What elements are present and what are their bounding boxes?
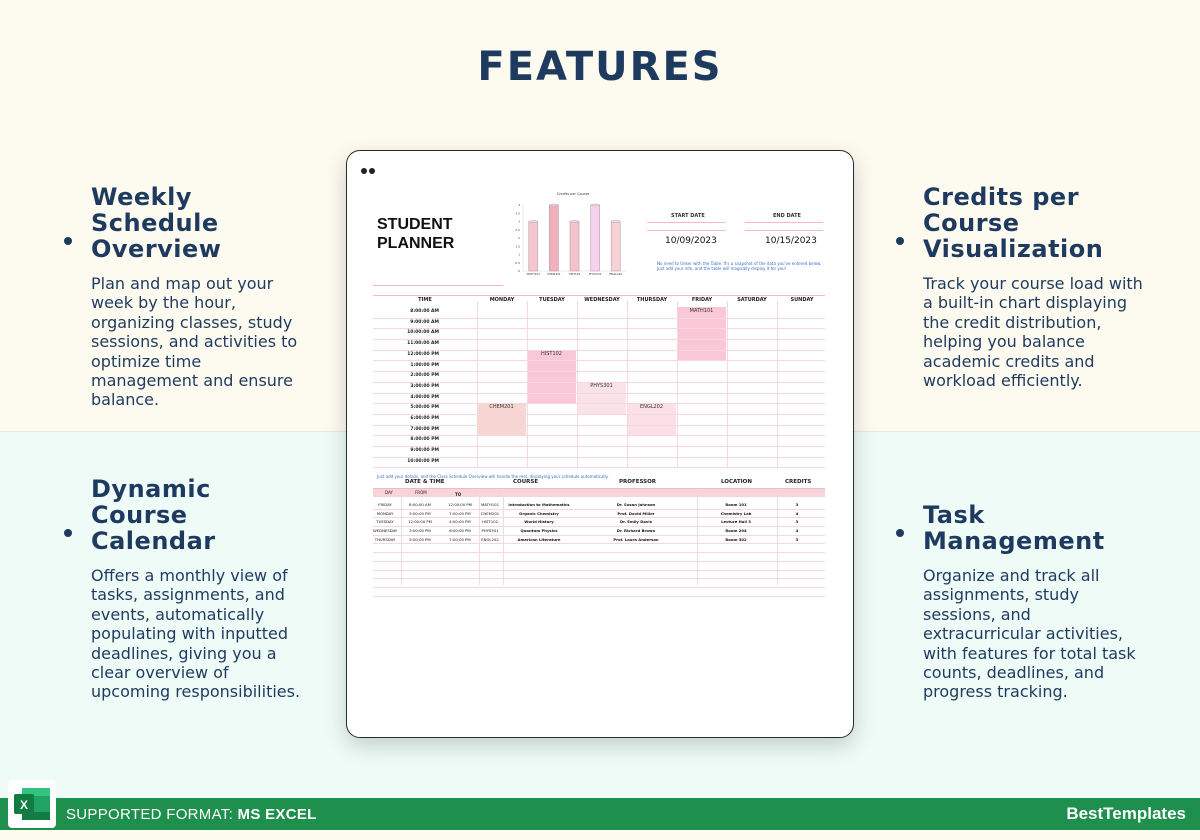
column-divider [477,301,478,468]
class-credits: 4 [795,510,799,516]
end-date-label: END DATE [773,213,801,219]
column-divider [697,489,698,585]
y-tick-label: 2.5 [515,227,520,232]
column-divider [777,301,778,468]
schedule-block-engl202[interactable]: ENGL202 [627,403,676,435]
day-header: FRIDAY [691,297,713,303]
time-label: 10:00:00 PM [407,458,439,464]
bar-ENGL202 [611,222,620,272]
x-tick-label: ENGL202 [609,272,623,276]
divider [745,230,823,231]
feature-description: Plan and map out your week by the hour, organizing classes, study sessions, and activities to optimize time management and ensure balance. [91,274,298,410]
divider [745,222,823,223]
page-title: FEATURES [477,44,723,90]
feature-description: Track your course load with a built-in chart displaying the credit distribution, helping you balance academic credits and workload efficiently. [923,274,1143,391]
y-tick-label: 4 [518,203,520,207]
class-location: Chemistry Lab [720,510,752,516]
class-location: Room 302 [725,536,747,542]
supported-format [66,806,317,823]
feature-title: Weekly Schedule Overview [91,183,222,263]
time-label: 6:00:00 PM [410,416,439,421]
class-code: MATH101 [481,502,499,507]
class-course: Organic Chemistry [519,510,559,516]
chart-title: Credits per Course [556,192,590,196]
title-underline [373,285,503,286]
column-divider [401,489,402,585]
time-label: 1:00:00 PM [410,362,439,368]
feature-credits [923,184,1143,390]
datetime-header: DATE & TIME [405,479,445,485]
class-day: WEDNESDAY [373,528,398,534]
class-from: 3:00:00 PM [409,528,431,534]
time-label: 7:00:00 PM [410,426,439,432]
dot-icon [369,168,375,174]
class-credits: 3 [795,519,799,525]
class-credits: 4 [795,528,799,534]
class-to: 7:00:00 PM [449,510,471,516]
bar-CHEM201 [549,205,558,271]
day-header: SATURDAY [737,297,767,303]
class-location: Room 204 [725,528,747,534]
day-header: DAY [385,490,393,495]
end-date-value[interactable]: 10/15/2023 [765,236,817,246]
bar-cap [549,204,558,206]
day-header: WEDNESDAY [584,297,620,303]
column-divider [479,489,480,585]
dot-icon [361,168,367,174]
time-label: 10:00:00 AM [407,330,439,336]
class-to: 6:00:00 PM [449,528,471,534]
class-professor: Dr. Richard Brown [616,528,656,534]
schedule-row [373,457,825,469]
class-day: THURSDAY [374,536,396,542]
device-mockup [346,150,854,738]
class-course: Introduction to Mathematics [508,502,570,507]
subheader-band [373,489,825,497]
empty-class-row[interactable] [373,587,825,597]
svg-text:X: X [19,798,29,812]
class-code: PHYS301 [481,528,499,534]
start-date-value[interactable]: 10/09/2023 [665,236,717,246]
bar-HIST102 [570,222,579,272]
column-divider [527,301,528,468]
day-header: MONDAY [489,297,515,303]
feature-calendar [91,476,311,702]
bar-cap [529,221,538,223]
feature-title: Task Management [923,501,1105,555]
class-course: Quantum Physics [520,528,558,534]
credits-chart [511,189,631,284]
time-label: 8:00:00 AM [410,309,439,314]
column-divider [503,489,504,585]
x-tick-label: MATH101 [526,272,540,276]
class-to: 12:00:00 PM [448,502,472,507]
from-header: FROM [415,490,427,495]
start-date-label: START DATE [671,213,705,219]
x-tick-label: PHYS301 [588,272,602,276]
class-professor: Prof. David Miller [617,510,655,516]
brand-logo: BestTemplates [1066,804,1186,823]
column-divider [627,301,628,468]
class-course: American Literature [517,536,561,542]
time-label: 11:00:00 AM [407,341,439,347]
bullet-icon [896,237,904,245]
class-code: CHEM201 [480,510,500,516]
day-header: TUESDAY [539,297,565,303]
y-tick-label: 1.5 [515,244,520,249]
time-label: 4:00:00 PM [410,394,439,400]
footer-bar [0,798,1200,830]
y-tick-label: 3.5 [515,211,520,216]
chart-note: No need to tinker with the Table. It's a snapshot of the data you've entered below. Just add your info, and the table will magically display it for you! [657,261,822,271]
feature-description: Offers a monthly view of tasks, assignments, and events, automatically populating with inputted deadlines, giving you a clear overview of upcoming responsibilities. [91,566,301,702]
column-divider [727,301,728,468]
x-tick-label: HIST102 [568,272,581,276]
day-header: SUNDAY [790,297,814,303]
bullet-icon [64,529,72,537]
class-professor: Dr. Emily Davis [620,519,652,525]
header-rule [373,295,825,296]
professor-header: PROFESSOR [619,479,657,485]
planner-title-line1: STUDENT [377,216,453,233]
bar-cap [591,204,600,206]
y-tick-label: 2 [518,236,520,240]
class-day: MONDAY [376,510,394,516]
time-label: 9:00:00 AM [410,319,439,325]
y-tick-label: 1 [518,252,520,257]
class-from: 12:00:00 PM [408,519,432,525]
y-tick-label: 3 [518,219,520,224]
class-from: 5:00:00 PM [409,536,431,542]
time-label: 12:00:00 PM [407,351,439,357]
format-value: MS EXCEL [237,806,317,823]
location-header: LOCATION [721,479,752,485]
column-divider [677,301,678,468]
format-label: SUPPORTED FORMAT: [66,806,238,823]
divider [647,230,725,231]
schedule-block-chem201[interactable]: CHEM201 [477,403,526,435]
class-code: ENGL202 [481,536,499,542]
class-to: 7:00:00 PM [449,536,471,542]
y-tick-label: 0 [518,269,520,273]
to-header: TO [455,492,462,497]
planner-title-line2: PLANNER [377,235,455,252]
class-location: Room 101 [725,502,747,507]
feature-title: Dynamic Course Calendar [91,475,216,555]
class-from: 5:00:00 PM [409,510,431,516]
bullet-icon [64,237,72,245]
window-dots [361,159,377,178]
class-professor: Prof. Laura Anderson [613,536,659,542]
bar-MATH101 [529,222,538,272]
excel-icon [8,780,56,828]
class-day: FRIDAY [378,502,392,507]
bar-PHYS301 [591,205,600,271]
feature-weekly [91,184,311,410]
column-divider [577,301,578,468]
x-tick-label: CHEM201 [547,272,561,276]
day-header: TIME [418,297,432,303]
time-label: 9:00:00 PM [410,448,439,454]
day-header: THURSDAY [636,297,668,303]
bar-cap [611,221,620,223]
feature-tasks [923,502,1143,702]
bar-cap [570,221,579,223]
class-professor: Dr. Susan Johnson [616,502,656,507]
class-credits: 3 [795,502,799,507]
time-label: 3:00:00 PM [410,383,439,389]
feature-title: Credits per Course Visualization [923,183,1104,263]
course-header: COURSE [513,479,539,485]
class-location: Lecture Hall 3 [721,519,751,525]
feature-description: Organize and track all assignments, study sessions, and extracurricular activities, with features for total task counts, deadlines, and progress tracking. [923,566,1136,702]
class-day: TUESDAY [376,519,394,525]
column-divider [777,489,778,585]
schedule-note: Just add your details, and the Class Schedule Overview will handle the rest, displaying your schedule automatically. [377,474,609,479]
schedule-block-phys301[interactable]: PHYS301 [577,382,626,414]
class-code: HIST102 [482,519,498,525]
time-label: 5:00:00 PM [410,405,439,411]
time-label: 2:00:00 PM [410,373,439,379]
bullet-icon [896,529,904,537]
y-tick-label: 0.5 [515,260,520,265]
class-credits: 3 [795,536,799,542]
divider [647,222,725,223]
time-label: 8:00:00 PM [410,437,439,443]
class-from: 8:00:00 AM [409,502,431,507]
planner-title [377,215,454,253]
class-to: 4:00:00 PM [449,519,471,525]
class-course: World History [524,519,554,525]
credits-header: CREDITS [785,479,812,485]
schedule-block-hist102[interactable]: HIST102 [527,350,576,404]
schedule-block-math101[interactable]: MATH101 [677,307,726,361]
